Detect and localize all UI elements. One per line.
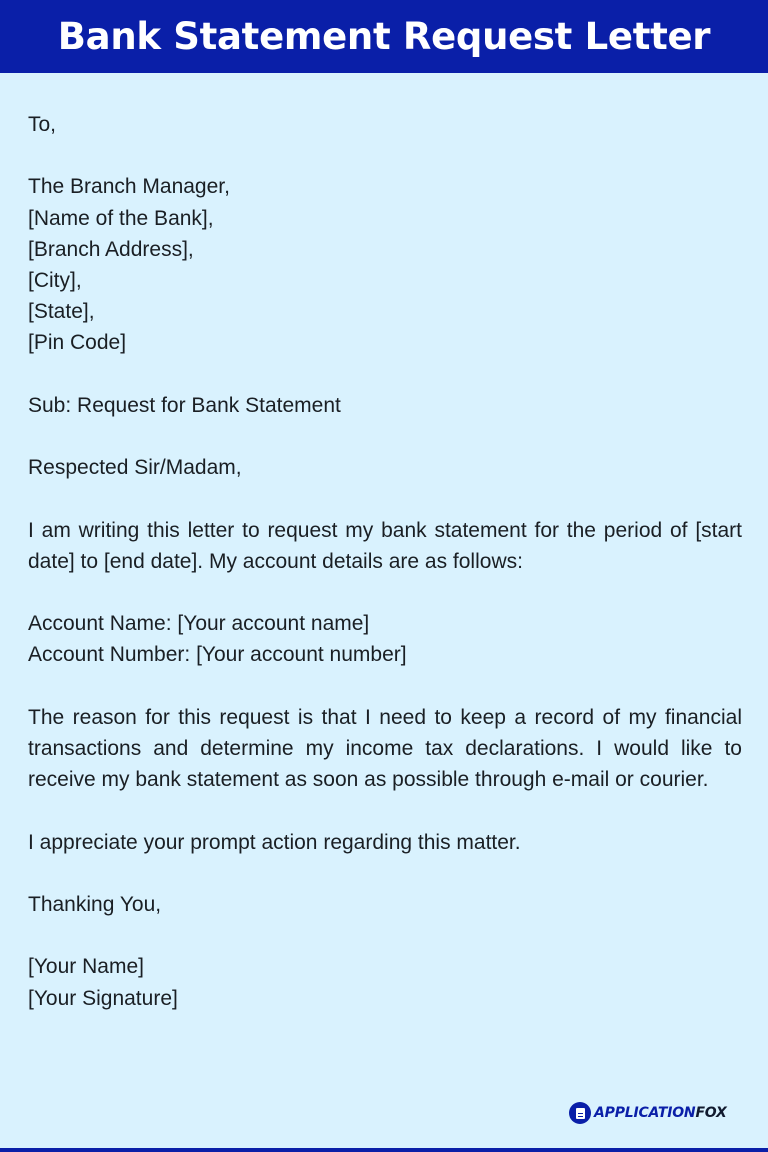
account-details xyxy=(28,608,742,670)
address-line: [City], xyxy=(28,269,82,292)
address-line: [State], xyxy=(28,300,95,324)
paragraph-reason: The reason for this request is that I need to keep a record of my financial transactions and determine my income tax declarations. I would like to receive my bank statement as soon as possible through e-mail or courier. xyxy=(28,705,742,792)
title-banner xyxy=(0,0,768,73)
salutation-to: To, xyxy=(28,113,57,136)
brand-logo xyxy=(569,1102,727,1124)
recipient-address xyxy=(28,171,742,358)
brand-name-part2: FOX xyxy=(695,1105,727,1121)
subject-line: Sub: Request for Bank Statement xyxy=(28,393,341,417)
paragraph-appreciation: I appreciate your prompt action regarding this matter. xyxy=(28,830,521,854)
account-name: Account Name: [Your account name] xyxy=(28,612,370,636)
your-signature: [Your Signature] xyxy=(28,986,178,1010)
your-name: [Your Name] xyxy=(28,955,144,979)
account-number: Account Number: [Your account number] xyxy=(28,643,407,667)
address-line: [Pin Code] xyxy=(28,331,127,355)
footer-bar xyxy=(0,1148,768,1152)
signature-block xyxy=(28,951,742,1013)
page-title: Bank Statement Request Letter xyxy=(57,15,711,58)
address-line: The Branch Manager, xyxy=(28,175,230,199)
greeting: Respected Sir/Madam, xyxy=(28,456,242,480)
address-line: [Name of the Bank], xyxy=(28,206,214,230)
document-icon xyxy=(569,1102,591,1124)
paragraph-request: I am writing this letter to request my bank statement for the period of [start date] to [end date]. My account details are as follows: xyxy=(28,518,742,573)
letter-body xyxy=(28,109,742,1014)
brand-name-part1: APPLICATION xyxy=(594,1105,696,1121)
closing: Thanking You, xyxy=(28,892,162,916)
address-line: [Branch Address], xyxy=(28,237,194,261)
